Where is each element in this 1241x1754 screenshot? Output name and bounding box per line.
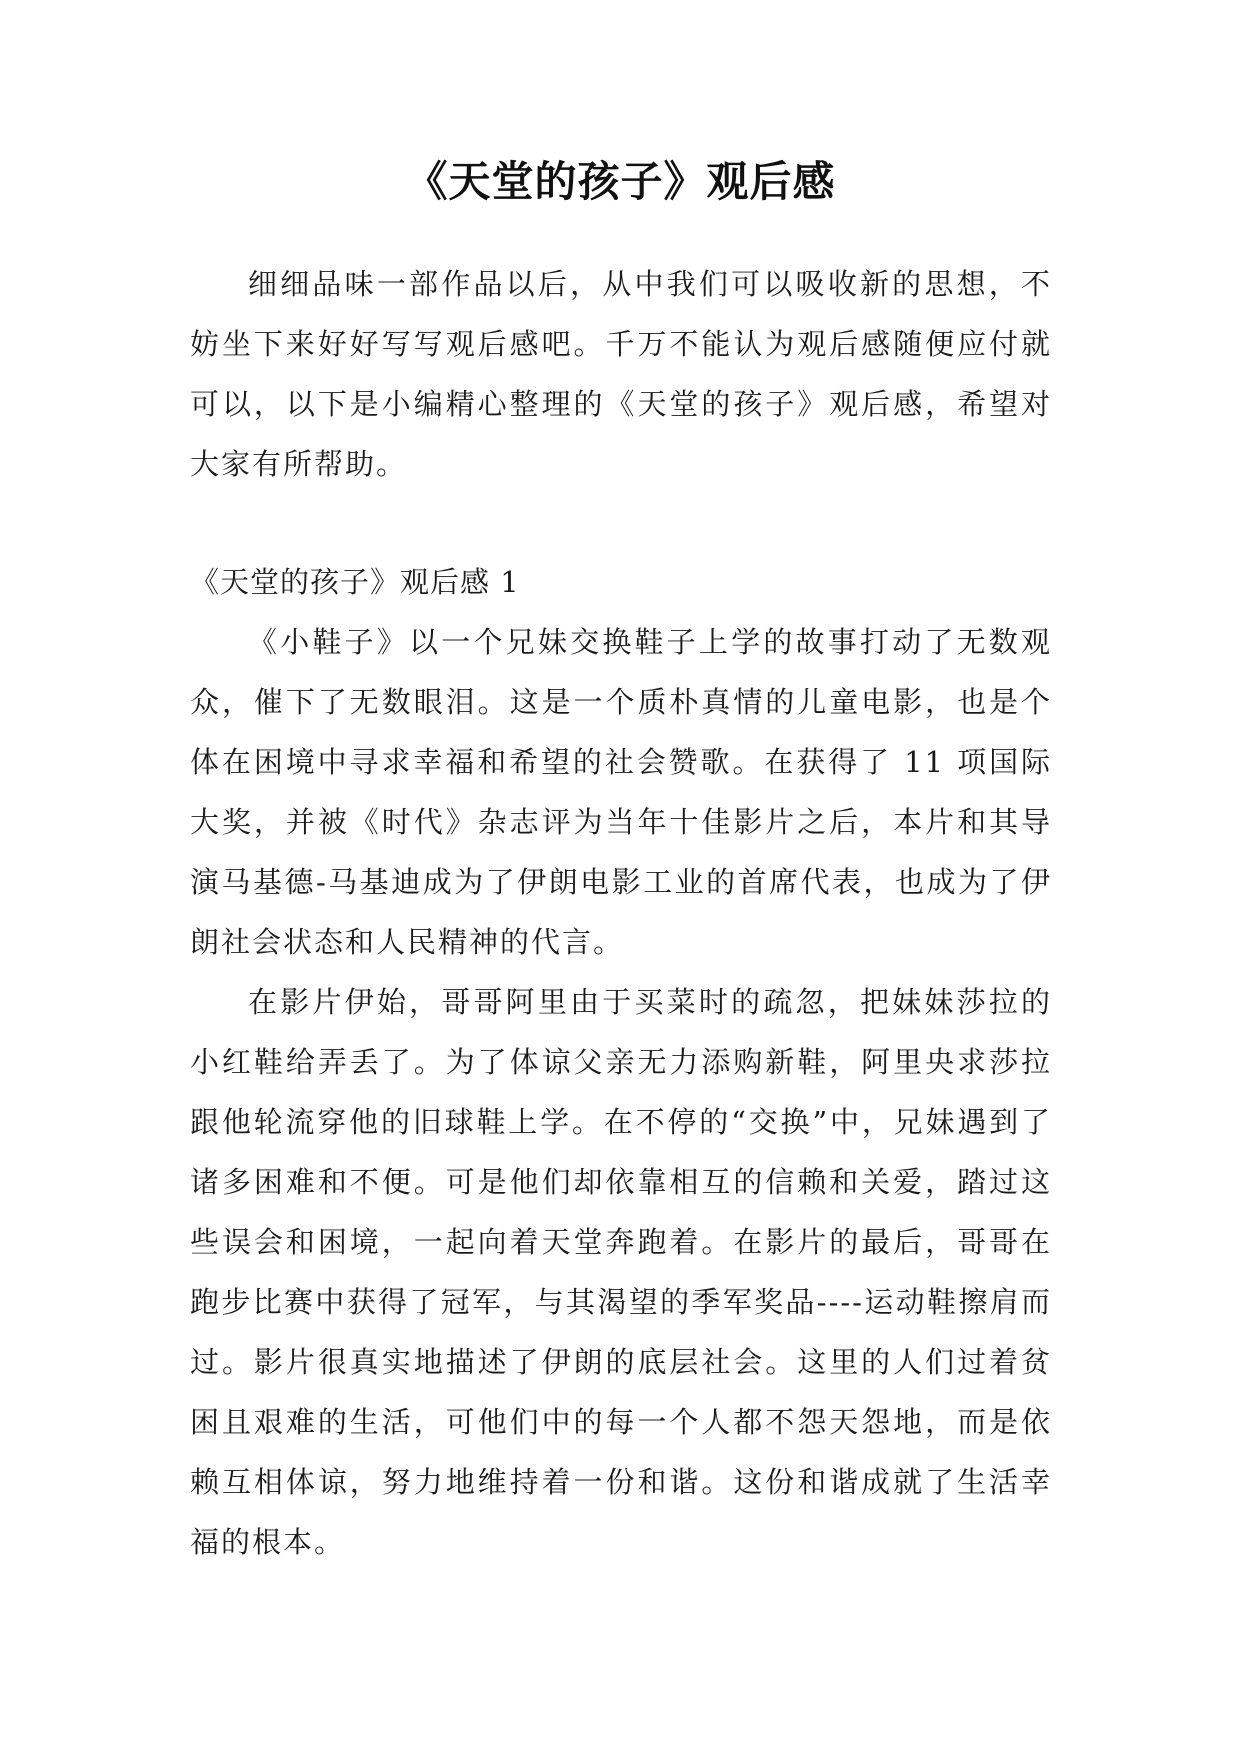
section-heading: 《天堂的孩子》观后感 1 xyxy=(190,565,520,599)
body-paragraph: 在影片伊始，哥哥阿里由于买菜时的疏忽，把妹妹莎拉的小红鞋给弄丢了。为了体谅父亲无力添购新鞋，阿里央求莎拉跟他轮流穿他的旧球鞋上学。在不停的“交换”中，兄妹遇到了诸多困难和不便。可是他们却依靠相互的信赖和关爱，踏过这些误会和困境，一起向着天堂奔跑着。在影片的最后，哥哥在跑步比赛中获得了冠军，与其渴望的季军奖品----运动鞋擦肩而过。影片很真实地描述了伊朗的底层社会。这里的人们过着贫困且艰难的生活，可他们中的每一个人都不怨天怨地，而是依赖互相体谅，努力地维持着一份和谐。这份和谐成就了生活幸福的根本。 xyxy=(190,985,1052,1559)
document-title: 《天堂的孩子》观后感 xyxy=(405,157,836,206)
document-body xyxy=(190,254,1052,1572)
body-paragraph: 《小鞋子》以一个兄妹交换鞋子上学的故事打动了无数观众，催下了无数眼泪。这是一个质朴真情的儿童电影，也是个体在困境中寻求幸福和希望的社会赞歌。在获得了 11 项国际大奖，并被《时代》杂志评为当年十佳影片之后，本片和其导演马基德-马基迪成为了伊朗电影工业的首席代表，也成为了伊朗社会状态和人民精神的代言。 xyxy=(190,625,1052,959)
intro-paragraph: 细细品味一部作品以后，从中我们可以吸收新的思想，不妨坐下来好好写写观后感吧。千万不能认为观后感随便应付就可以，以下是小编精心整理的《天堂的孩子》观后感，希望对大家有所帮助。 xyxy=(190,267,1052,481)
